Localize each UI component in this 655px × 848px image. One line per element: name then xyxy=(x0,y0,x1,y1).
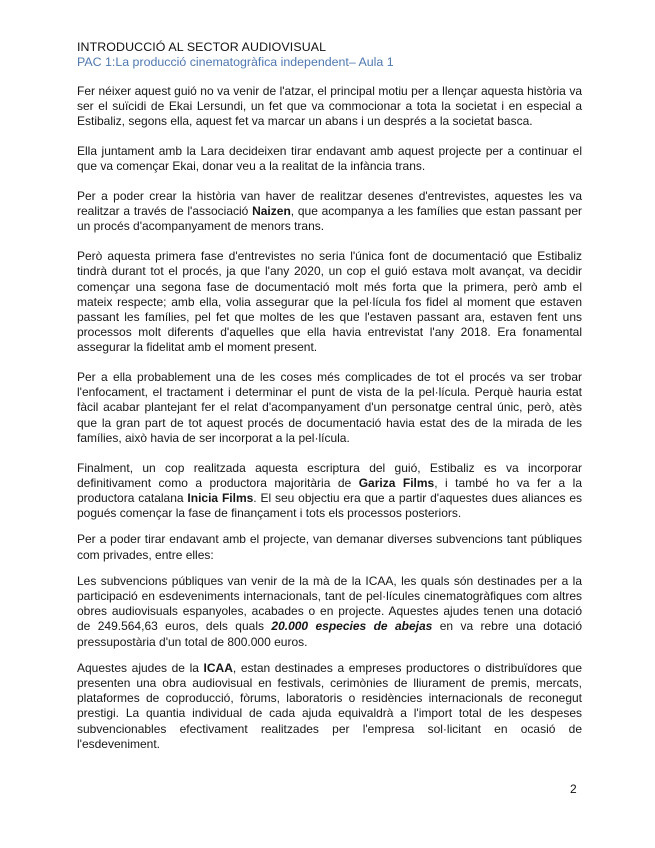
bold-term-icaa: ICAA xyxy=(203,660,233,675)
header-title: INTRODUCCIÓ AL SECTOR AUDIOVISUAL xyxy=(77,40,327,54)
bold-term-gariza-films: Gariza Films xyxy=(358,475,435,490)
paragraph xyxy=(77,189,582,235)
paragraph: Ella juntament amb la Lara decideixen tirar endavant amb aquest projecte per a continuar el que va començar Ekai, donar veu a la realitat de la infància trans. xyxy=(77,144,582,174)
page-header xyxy=(77,40,587,70)
text-span: Per a poder crear la història van haver de realitzar desenes d'entrevistes, aquestes les va realitzar a través de l'associació xyxy=(77,189,582,219)
text-span: Finalment, un cop realitzada aquesta escriptura del guió, Estibaliz es va incorporar definitivament como a productora majoritària de xyxy=(77,460,582,490)
document-body xyxy=(77,84,582,767)
text-span: , i també ho va fer a la productora catalana xyxy=(77,475,582,505)
bold-term-naizen: Naizen xyxy=(252,204,291,219)
text-span: , estan destinades a empreses productores o distribuïdores que presenten una obra audiovisual en festivals, cerimònies de lliurament de premis, mercats, plataformes de coproducció, fòrums, laboratoris o residències internacionals de reconegut prestigi. La quantia individual de cada ajuda equivaldrà a l'import total de les despeses subvencionables efectivament realitzades per l'empresa sol·licitant en ocasió de l'esdeveniment. xyxy=(77,660,582,751)
header-subtitle: PAC 1:La producció cinematogràfica independent– Aula 1 xyxy=(77,55,394,69)
bold-italic-film-title: 20.000 especies de abejas xyxy=(271,619,433,634)
paragraph xyxy=(77,661,582,752)
paragraph xyxy=(77,574,582,650)
paragraph: Fer néixer aquest guió no va venir de l'atzar, el principal motiu per a llençar aquesta història va ser el suïcidi de Ekai Lersundi, un fet que va commocionar a tota la societat i en especial a Estibaliz, segons ella, aquest fet va marcar un abans i un després a la societat basca. xyxy=(77,84,582,129)
text-span: Aquestes ajudes de la xyxy=(77,660,204,675)
text-span: en va rebre una dotació pressupostària d'un total de 800.000 euros. xyxy=(77,619,583,649)
paragraph xyxy=(77,461,582,522)
paragraph: Per a poder tirar endavant amb el projecte, van demanar diverses subvencions tant públiques com privades, entre elles: xyxy=(77,532,582,562)
text-span: . El seu objectiu era que a partir d'aquestes dues aliances es pogués començar la fase de finançament i tots els processos posteriors. xyxy=(77,490,583,521)
paragraph: Però aquesta primera fase d'entrevistes no seria l'única font de documentació que Estibaliz tindrà durant tot el procés, ja que l'any 2020, un cop el guió estava molt avançat, va decidir començar una segona fase de documentació molt més forta que la primera, però amb el mateix respecte; amb ella, volia assegurar que la pel·lícula fos fidel al moment que estaven passant les famílies, pel fet que moltes de les que l'estaven passant ara, estaven fent uns processos molt diferents d'aquelles que ella havia entrevistat l'any 2018. Era fonamental assegurar la fidelitat amb el moment present. xyxy=(77,249,582,355)
bold-term-inicia-films: Inicia Films xyxy=(187,490,254,505)
page-number: 2 xyxy=(570,782,577,796)
text-span: Les subvencions públiques van venir de la mà de la ICAA, les quals són destinades per a la participació en esdeveniments internacionals, tant de pel·lícules cinematogràfiques com altres obres audiovisuals espanyoles, acabades o en projecte. Aquestes ajudes tenen una dotació de 249.564,63 euros, dels quals xyxy=(77,573,582,634)
paragraph: Per a ella probablement una de les coses més complicades de tot el procés va ser trobar l'enfocament, el tractament i determinar el punt de vista de la pel·lícula. Perquè hauria estat fàcil acabar plantejant fer el relat d'acompanyament d'un personatge central únic, però, atès que la gran part de tot aquest procés de documentació havia estat des de la mirada de les famílies, això havia de ser incorporat a la pel·lícula. xyxy=(77,370,582,445)
text-span: , que acompanya a les famílies que estan passant per un procés d'acompanyament de menors trans. xyxy=(77,204,582,234)
